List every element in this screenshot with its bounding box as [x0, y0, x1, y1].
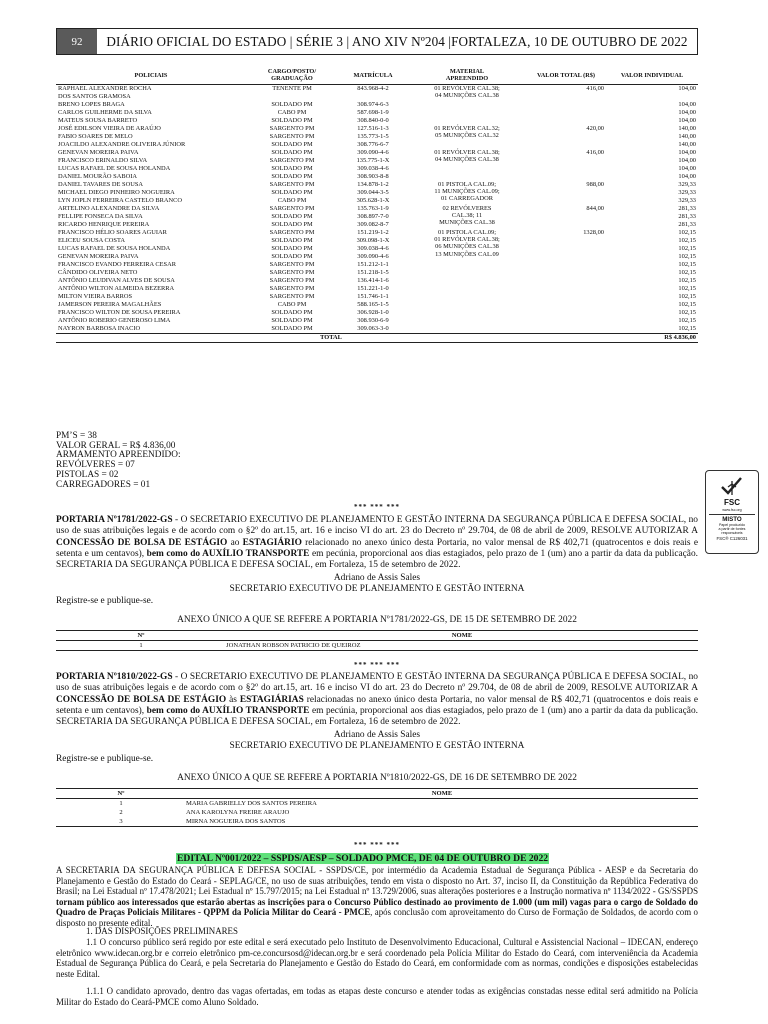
- seized-material: 02 REVÓLVERES CAL.38; 11 MUNIÇÕES CAL.38: [439, 204, 495, 227]
- total-label: TOTAL: [56, 333, 606, 342]
- table-header-row: [56, 67, 698, 84]
- separator: *** *** ***: [354, 841, 400, 849]
- portaria-text: relacionadas no anexo único desta Portaria, no valor mensal de R$ 402,71 (quatrocentos e dois reais e setenta e um centavos),: [56, 694, 699, 716]
- officer-rank: SOLDADO PM: [271, 172, 313, 180]
- individual-value: 104,00: [678, 100, 696, 108]
- column-header: VALOR TOTAL (R$): [526, 67, 606, 84]
- individual-value: 102,15: [678, 252, 696, 260]
- individual-value: 104,00: [678, 116, 696, 124]
- summary-line: CARREGADORES = 01: [56, 479, 151, 490]
- portaria-text: - O SECRETARIO EXECUTIVO DE PLANEJAMENTO E GESTÃO INTERNA DA SEGURANÇA PÚBLICA E DEFESA SOCIAL, no uso de suas atribuições legais e de acordo com o §2º do art.15, art. 16 e inciso VI do art. 23 do Decreto nº 29.704, de 08 de abril de 2009, RESOLVE AUTORIZAR A: [56, 672, 698, 694]
- officer-name: CARLOS GUILHERME DA SILVA: [58, 108, 152, 116]
- column-header: MATRÍCULA: [338, 67, 408, 84]
- summary-line: ARMAMENTO APREENDIDO:: [56, 450, 181, 461]
- edital-section-heading: 1. DAS DISPOSIÇÕES PRELIMINARES: [86, 926, 238, 936]
- portaria-bold: ESTAGIÁRIO: [242, 537, 302, 548]
- signer-name: Adriano de Assis Sales: [333, 730, 421, 740]
- table-row: [56, 149, 698, 157]
- registre-text: Registre-se e publique-se.: [56, 596, 154, 606]
- column-header: CARGO/POSTO/ GRADUAÇÃO: [246, 67, 338, 84]
- portaria-title: PORTARIA Nº1810/2022-GS: [56, 672, 173, 682]
- table-row: [56, 799, 698, 809]
- officer-registration: 309.038-4-6: [357, 164, 389, 172]
- individual-value: 102,15: [678, 276, 696, 284]
- officer-registration: 309.044-3-5: [357, 188, 389, 196]
- fsc-url: www.fsc.org: [722, 508, 742, 512]
- annex-title: ANEXO ÚNICO A QUE SE REFERE A PORTARIA Nº1781/2022-GS, DE 15 DE SETEMBRO DE 2022: [177, 615, 577, 625]
- officer-rank: SOLDADO PM: [271, 220, 313, 228]
- officer-registration: 135.775-1-X: [356, 156, 390, 164]
- seized-material: 01 PISTOLA CAL.09; 11 MUNIÇÕES CAL.09; 01 CARREGADOR: [434, 180, 500, 203]
- portaria-text: relacionado no anexo único desta Portaria, no valor mensal de R$ 402,71 (quatrocentos e dois reais e setenta e um centavos),: [56, 537, 698, 559]
- officer-rank: SOLDADO PM: [271, 324, 313, 332]
- officer-registration: 135.773-1-5: [357, 132, 389, 140]
- officer-name: ANTÔNIO LEUDIVAN ALVES DE SOUSA: [58, 276, 175, 284]
- officer-registration: 151.219-1-2: [357, 228, 389, 236]
- officer-registration: 309.038-4-6: [357, 244, 389, 252]
- officer-rank: SOLDADO PM: [271, 244, 313, 252]
- grand-total: R$ 4.836,00: [606, 333, 698, 342]
- officer-registration: 309.098-1-X: [356, 236, 390, 244]
- officer-registration: 127.516-1-3: [357, 124, 389, 132]
- officer-registration: 308.930-6-9: [357, 316, 389, 324]
- officer-registration: 135.763-1-9: [357, 204, 389, 212]
- separator: *** *** ***: [354, 661, 400, 669]
- edital-bold: tornam público aos interessados que estarão abertas as inscrições para o Concurso Público destinado ao provimento de 1.000 (um mil) vagas para o cargo de Soldado do Quadro de Praças Policiais Militares - QPPM da Polícia Militar do Ceará - PMCE: [56, 896, 698, 917]
- officer-registration: 309.090-4-6: [357, 148, 389, 156]
- annex-name: ANA KAROLYNA FREIRE ARAUJO: [186, 809, 290, 816]
- edital-paragraph-1: [56, 865, 698, 928]
- officer-name: FELLIPE FONSECA DA SILVA: [58, 212, 143, 220]
- table-row: [56, 125, 698, 133]
- officer-name: DOS SANTOS GRAMOSA: [58, 92, 131, 100]
- individual-value: 102,15: [678, 316, 696, 324]
- officer-registration: 151.218-1-5: [357, 268, 389, 276]
- total-value: 844,00: [586, 204, 604, 212]
- annex-name: JONATHAN ROBSON PATRICIO DE QUEIROZ: [226, 641, 698, 651]
- individual-value: 329,33: [678, 196, 696, 204]
- annex-num: 3: [56, 817, 186, 827]
- officer-rank: SOLDADO PM: [271, 308, 313, 316]
- officer-rank: SOLDADO PM: [271, 140, 313, 148]
- portaria-1781-text: [56, 515, 698, 571]
- officer-name: RICARDO HENRIQUE PEREIRA: [58, 220, 150, 228]
- portaria-text: em pecúnia, proporcional aos dias estagiados, pelo prazo de 1 (um) ano a partir da data da publicação. SECRETARIA DA SEGURANÇA PÚBLICA E DEFESA SOCIAL, em Fortaleza, 16 de setembro de 2022.: [56, 705, 698, 728]
- officer-registration: 309.063-3-0: [357, 324, 389, 332]
- officer-rank: SARGENTO PM: [269, 156, 315, 164]
- summary-block: [56, 432, 181, 490]
- officer-name: LUCAS RAFAEL DE SOUSA HOLANDA: [58, 244, 171, 252]
- officer-name: ELICEU SOUSA COSTA: [58, 236, 125, 244]
- officer-name: NAYRON BARBOSA INACIO: [58, 324, 141, 332]
- individual-value: 281,33: [678, 204, 696, 212]
- individual-value: 102,15: [678, 308, 696, 316]
- officer-registration: [338, 93, 408, 101]
- officer-registration: 151.221-1-0: [357, 284, 389, 292]
- officer-name: ARTELINO ALEXANDRE DA SILVA: [58, 204, 160, 212]
- fsc-line: a partir de fontes: [718, 527, 746, 531]
- signer-title: SECRETARIO EXECUTIVO DE PLANEJAMENTO E GESTÃO INTERNA: [229, 584, 525, 594]
- annex-col-num: Nº: [56, 631, 226, 641]
- officer-name: JOACILDO ALEXANDRE OLIVEIRA JÚNIOR: [58, 140, 186, 148]
- officer-rank: SOLDADO PM: [271, 212, 313, 220]
- individual-value: 104,00: [678, 108, 696, 116]
- officer-name: LUCAS RAFAEL DE SOUSA HOLANDA: [58, 164, 171, 172]
- annex-table-1810: [56, 788, 698, 827]
- officer-registration: 308.840-0-0: [357, 116, 389, 124]
- officer-registration: 308.974-6-3: [357, 100, 389, 108]
- officer-rank: SARGENTO PM: [269, 284, 315, 292]
- individual-value: 329,33: [678, 188, 696, 196]
- tree-check-icon: [719, 475, 745, 497]
- table-row: [56, 641, 698, 651]
- annex-col-name: NOME: [226, 631, 698, 641]
- officer-registration: 308.897-7-0: [357, 212, 389, 220]
- officer-rank: SARGENTO PM: [269, 268, 315, 276]
- officer-rank: CABO PM: [277, 108, 307, 116]
- officer-registration: 309.090-4-6: [357, 252, 389, 260]
- officer-name: FRANCISCO WILTON DE SOUSA PEREIRA: [58, 308, 181, 316]
- individual-value: 140,00: [678, 140, 696, 148]
- individual-value: 104,00: [678, 164, 696, 172]
- seized-material: 01 REVÓLVER CAL.38; 04 MUNIÇÕES CAL.38: [434, 84, 500, 99]
- officer-name: RAPHAEL ALEXANDRE ROCHA: [58, 84, 152, 92]
- table-row: [56, 229, 698, 237]
- edital-paragraph-3: 1.1.1 O candidato aprovado, dentro das vagas ofertadas, em todas as etapas deste concurso e atender todas as exigências constadas nesse edital será admitido na Polícia Militar do Estado do Ceará-PMCE como Aluno Soldado.: [56, 986, 698, 1007]
- fsc-code: FSC® C126031: [716, 536, 748, 541]
- officer-name: JAMERSON PEREIRA MAGALHÃES: [58, 300, 162, 308]
- fsc-brand: FSC: [724, 498, 740, 507]
- total-value: 416,00: [586, 84, 604, 92]
- annex-header-row: [56, 789, 698, 799]
- officer-name: FRANCISCO HÉLIO SOARES AGUIAR: [58, 228, 167, 236]
- fsc-logo: [705, 470, 759, 554]
- individual-value: 102,15: [678, 228, 696, 236]
- officer-registration: 136.414-1-6: [357, 276, 389, 284]
- seized-material: 01 REVÓLVER CAL.32; 05 MUNIÇÕES CAL.32: [434, 124, 500, 139]
- total-value: 416,00: [586, 148, 604, 156]
- column-header: POLICIAIS: [56, 67, 246, 84]
- portaria-bold: bem como do AUXÍLIO TRANSPORTE: [146, 548, 310, 559]
- officer-registration: 134.878-1-2: [357, 180, 389, 188]
- officer-rank: SOLDADO PM: [271, 100, 313, 108]
- officer-rank: SARGENTO PM: [269, 124, 315, 132]
- summary-line: REVÓLVERES = 07: [56, 460, 135, 471]
- officer-rank: SARGENTO PM: [269, 132, 315, 140]
- page-number: 92: [57, 29, 97, 54]
- individual-value: 102,15: [678, 324, 696, 332]
- portaria-text: às: [226, 694, 240, 705]
- registre-text: Registre-se e publique-se.: [56, 754, 154, 764]
- officer-registration: 151.746-1-1: [357, 292, 389, 300]
- officer-rank: SOLDADO PM: [271, 316, 313, 324]
- individual-value: 329,33: [678, 180, 696, 188]
- individual-value: 102,15: [678, 300, 696, 308]
- officer-rank: SARGENTO PM: [269, 260, 315, 268]
- officer-registration: 587.698-1-9: [357, 108, 389, 116]
- officer-rank: SARGENTO PM: [269, 180, 315, 188]
- signer-name: Adriano de Assis Sales: [333, 573, 421, 583]
- officer-name: FABIO SOARES DE MELO: [58, 132, 133, 140]
- individual-value: 102,15: [678, 236, 696, 244]
- summary-line: VALOR GERAL = R$ 4.836,00: [56, 440, 176, 451]
- portaria-title: PORTARIA Nº1781/2022-GS: [56, 515, 173, 525]
- page-header: [56, 28, 698, 55]
- edital-text: , após conclusão com aproveitamento do Curso de Formação de Soldados, de acordo com o disposto no presente edital.: [56, 907, 698, 928]
- annex-col-name: NOME: [186, 789, 698, 799]
- officer-name: DANIEL MOURÃO SABOIA: [58, 172, 137, 180]
- officer-registration: 309.082-8-7: [357, 220, 389, 228]
- individual-value: 140,00: [678, 132, 696, 140]
- annex-col-num: Nº: [56, 789, 186, 799]
- officer-name: ANTÔNIO WILTON ALMEIDA BEZERRA: [58, 284, 175, 292]
- individual-value: 104,00: [678, 148, 696, 156]
- portaria-bold: ESTAGIÁRIAS: [239, 694, 304, 705]
- annex-num: 1: [56, 641, 226, 651]
- individual-value: 281,33: [678, 212, 696, 220]
- officer-registration: 151.212-1-1: [357, 260, 389, 268]
- officer-rank: SARGENTO PM: [269, 276, 315, 284]
- officer-name: GENEVAN MOREIRA PAIVA: [58, 252, 139, 260]
- officer-name: FRANCISCO EVANDO FERREIRA CESAR: [58, 260, 176, 268]
- officer-registration: 588.165-1-5: [357, 300, 389, 308]
- annex-title: ANEXO ÚNICO A QUE SE REFERE A PORTARIA Nº1810/2022-GS, DE 16 DE SETEMBRO DE 2022: [177, 773, 577, 783]
- individual-value: 102,15: [678, 260, 696, 268]
- officer-registration: 308.903-8-8: [357, 172, 389, 180]
- fsc-label: MISTO: [709, 514, 756, 523]
- table-row: [56, 205, 698, 213]
- individual-value: [606, 93, 698, 101]
- officer-rank: SARGENTO PM: [269, 228, 315, 236]
- officer-registration: 843.968-4-2: [357, 84, 389, 92]
- portaria-1810-text: [56, 672, 698, 728]
- officer-rank: SOLDADO PM: [271, 252, 313, 260]
- edital-paragraph-2: 1.1 O concurso público será regido por este edital e será executado pelo Instituto de Desenvolvimento Educacional, Cultural e Assistencial Nacional – IDECAN, endereço eletrônico www.idecan.org.br e correio eletrônico pm-ce.concursosd@idecan.org.br e será coordenado pela Polícia Militar do Estado do Ceará, com interveniência da Academia Estadual de Segurança Pública do Ceará, e pela Secretaria do Planejamento e Gestão do Estado do Ceará, em conformidade com as normas, condições e disposições estabelecidas neste Edital.: [56, 937, 698, 979]
- annex-name: MIRNA NOGUEIRA DOS SANTOS: [186, 817, 698, 827]
- officer-rank: CABO PM: [277, 300, 307, 308]
- officer-rank: SOLDADO PM: [271, 116, 313, 124]
- officer-registration: 308.776-6-7: [357, 140, 389, 148]
- officer-rank: [246, 93, 338, 101]
- officer-name: BRENO LOPES BRAGA: [58, 100, 125, 108]
- table-row: [56, 181, 698, 189]
- table-row: [56, 84, 698, 93]
- individual-value: 104,00: [678, 84, 696, 92]
- signer-title: SECRETARIO EXECUTIVO DE PLANEJAMENTO E GESTÃO INTERNA: [229, 741, 525, 751]
- edital-text: A SECRETARIA DA SEGURANÇA PÚBLICA E DEFESA SOCIAL - SSPDS/CE, por intermédio da Academia Estadual de Segurança Pública - AESP e da Secretaria do Planejamento e Gestão do Estado do Ceará - SEPLAG/CE, no uso de suas atribuições, tendo em vista o disposto no Art. 37, inciso II, da Constituição da República Federativa do Brasil; na Lei Estadual nº 17.478/2021; Lei Estadual nº 15.797/2015; na Lei Estadual nº 13.729/2006, suas alterações posteriores e a Instrução normativa nº 1134/2022 - GS/SSPDS: [56, 865, 698, 896]
- officer-registration: 305.628-1-X: [356, 196, 390, 204]
- officer-name: MICHAEL DIEGO PINHEIRO NOGUEIRA: [58, 188, 175, 196]
- officer-registration: 306.928-1-0: [357, 308, 389, 316]
- officer-rank: SOLDADO PM: [271, 188, 313, 196]
- portaria-text: - O SECRETARIO EXECUTIVO DE PLANEJAMENTO E GESTÃO INTERNA DA SEGURANÇA PÚBLICA E DEFESA SOCIAL, no uso de suas atribuições legais e de acordo com o §2º do art.15, art. 16 e inciso VI do art. 23 do Decreto nº 29.704, de 08 de abril de 2009, RESOLVE AUTORIZAR A: [56, 515, 698, 537]
- officer-rank: CABO PM: [277, 196, 307, 204]
- individual-value: 102,15: [678, 244, 696, 252]
- officer-name: MILTON VIEIRA BARROS: [58, 292, 133, 300]
- portaria-text: em pecúnia, proporcional aos dias estagiados, pelo prazo de 1 (um) ano a partir da data da publicação. SECRETARIA DA SEGURANÇA PÚBLICA E DEFESA SOCIAL, em Fortaleza, 15 de setembro de 2022.: [56, 548, 698, 571]
- annex-num: 1: [119, 800, 123, 807]
- annex-name: MARIA GABRIELLY DOS SANTOS PEREIRA: [186, 800, 317, 807]
- portaria-text: ao: [227, 537, 243, 548]
- officer-rank: SOLDADO PM: [271, 164, 313, 172]
- edital-title: EDITAL Nº001/2022 – SSPDS/AESP – SOLDADO PMCE, DE 04 DE OUTUBRO DE 2022: [177, 853, 549, 864]
- annex-header-row: [56, 631, 698, 641]
- table-row: [56, 817, 698, 827]
- seized-material: 01 REVÓLVER CAL.38; 04 MUNIÇÕES CAL.38: [434, 148, 500, 163]
- fsc-line: responsáveis: [721, 531, 743, 535]
- separator: *** *** ***: [354, 503, 400, 511]
- header-title: DIÁRIO OFICIAL DO ESTADO | SÉRIE 3 | ANO XIV Nº204 |FORTALEZA, 10 DE OUTUBRO DE 2022: [106, 33, 688, 49]
- total-value: 420,00: [586, 124, 604, 132]
- column-header: VALOR INDIVIDUAL: [606, 67, 698, 84]
- officer-name: LYN JOPLN FERREIRA CASTELO BRANCO: [58, 196, 182, 204]
- officer-name: JOSÉ EDILSON VIEIRA DE ARAÚJO: [58, 124, 161, 132]
- total-row: [56, 333, 698, 342]
- individual-value: 102,15: [678, 268, 696, 276]
- annex-table-1781: [56, 630, 698, 651]
- officer-name: ANTÔNIO ROBERIO GENEROSO LIMA: [58, 316, 171, 324]
- individual-value: 104,00: [678, 156, 696, 164]
- annex-num: 2: [119, 809, 123, 816]
- individual-value: 102,15: [678, 284, 696, 292]
- individual-value: 140,00: [678, 124, 696, 132]
- officer-name: FRANCISCO ERINALDO SILVA: [58, 156, 148, 164]
- officer-name: CÂNDIDO OLIVEIRA NETO: [58, 268, 138, 276]
- officer-rank: SOLDADO PM: [271, 236, 313, 244]
- individual-value: 281,33: [678, 220, 696, 228]
- portaria-bold: CONCESSÃO DE BOLSA DE ESTÁGIO: [56, 537, 228, 548]
- officer-rank: SARGENTO PM: [269, 204, 315, 212]
- officer-rank: SOLDADO PM: [271, 148, 313, 156]
- officer-name: MATEUS SOUSA BARRETO: [58, 116, 138, 124]
- seized-material: 01 PISTOLA CAL.09; 01 REVÓLVER CAL.38; 06 MUNIÇÕES CAL.38 13 MUNIÇÕES CAL.09: [434, 228, 500, 258]
- seized-material-table: [56, 67, 698, 343]
- table-row: [56, 808, 698, 817]
- portaria-bold: bem como do AUXÍLIO TRANSPORTE: [146, 705, 310, 716]
- portaria-bold: CONCESSÃO DE BOLSA DE ESTÁGIO: [56, 694, 227, 705]
- summary-line: PISTOLAS = 02: [56, 469, 119, 480]
- total-value: 988,00: [586, 180, 604, 188]
- summary-line: PM’S = 38: [56, 431, 97, 441]
- individual-value: 104,00: [678, 172, 696, 180]
- officer-name: DANIEL TAVARES DE SOUSA: [58, 180, 143, 188]
- officer-name: GENEVAN MOREIRA PAIVA: [58, 148, 139, 156]
- column-header: MATERIAL APREENDIDO: [408, 67, 526, 84]
- officer-rank: SARGENTO PM: [269, 292, 315, 300]
- individual-value: 102,15: [678, 292, 696, 300]
- total-value: 1328,00: [583, 228, 604, 236]
- fsc-line: Papel produzido: [719, 523, 745, 527]
- officer-rank: TENENTE PM: [272, 84, 312, 92]
